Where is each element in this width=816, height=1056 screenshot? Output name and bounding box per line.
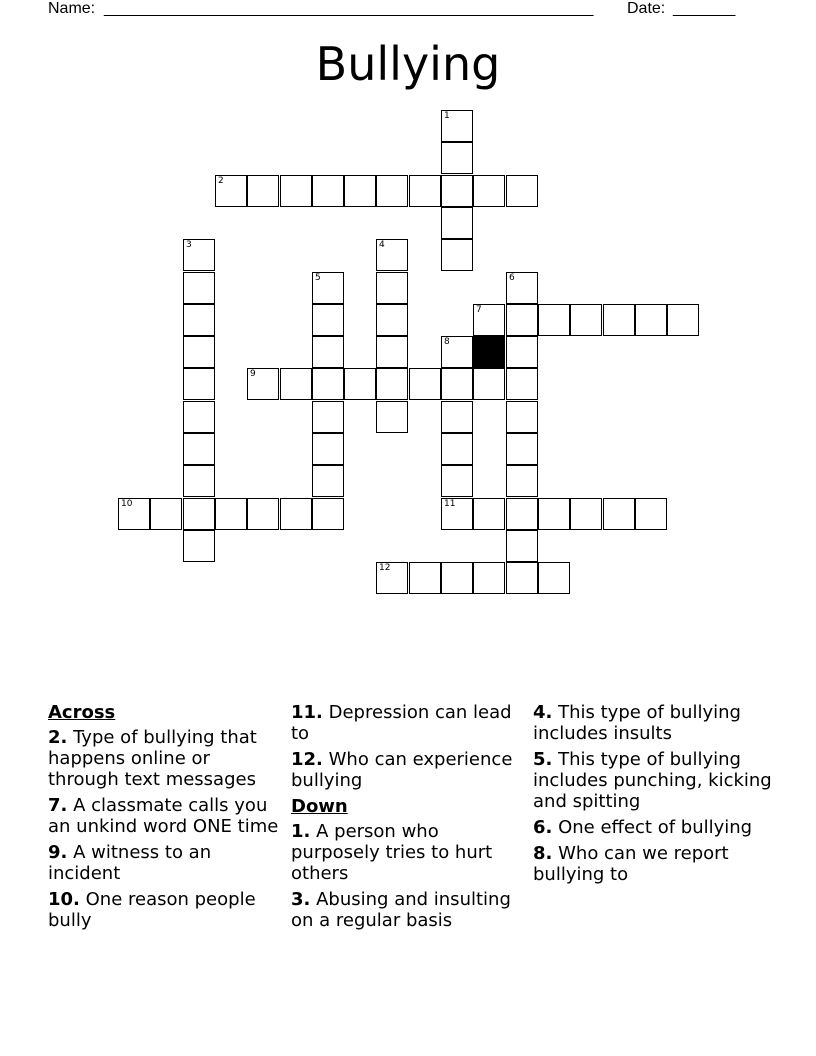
- letter-square[interactable]: [409, 562, 441, 594]
- letter-square[interactable]: [409, 175, 441, 207]
- square-number: 1: [444, 111, 450, 121]
- clue-down-3: [291, 889, 527, 931]
- letter-square[interactable]: [441, 110, 473, 142]
- letter-square[interactable]: [247, 368, 279, 400]
- clue-number: 6.: [533, 817, 553, 838]
- letter-square[interactable]: [441, 433, 473, 465]
- letter-square[interactable]: [215, 498, 247, 530]
- letter-square[interactable]: [344, 368, 376, 400]
- clue-down-1: [291, 821, 527, 884]
- letter-square[interactable]: [183, 530, 215, 562]
- letter-square[interactable]: [183, 368, 215, 400]
- square-number: 11: [444, 499, 456, 509]
- letter-square[interactable]: [667, 304, 699, 336]
- letter-square[interactable]: [506, 368, 538, 400]
- square-number: 6: [509, 273, 515, 283]
- square-number: 4: [379, 240, 385, 250]
- letter-square[interactable]: [376, 336, 408, 368]
- letter-square[interactable]: [538, 498, 570, 530]
- letter-square[interactable]: [441, 175, 473, 207]
- across-heading: Across: [48, 702, 116, 723]
- letter-square[interactable]: [506, 562, 538, 594]
- clue-across-10: [48, 889, 284, 931]
- letter-square[interactable]: [312, 465, 344, 497]
- letter-square[interactable]: [312, 175, 344, 207]
- letter-square[interactable]: [506, 401, 538, 433]
- letter-square[interactable]: [150, 498, 182, 530]
- letter-square[interactable]: [538, 562, 570, 594]
- clue-text: Abusing and insulting on a regular basis: [291, 889, 511, 931]
- letter-square[interactable]: [376, 368, 408, 400]
- letter-square[interactable]: [506, 433, 538, 465]
- square-number: 7: [476, 305, 482, 315]
- square-number: 5: [315, 273, 321, 283]
- letter-square[interactable]: [506, 530, 538, 562]
- clue-column-3: [533, 702, 773, 890]
- letter-square[interactable]: [183, 401, 215, 433]
- letter-square[interactable]: [538, 304, 570, 336]
- clue-across-2: [48, 727, 284, 790]
- name-field[interactable]: _______________________________________________________: [104, 0, 594, 17]
- clue-number: 8.: [533, 843, 553, 864]
- letter-square[interactable]: [376, 401, 408, 433]
- letter-square[interactable]: [247, 175, 279, 207]
- letter-square[interactable]: [635, 498, 667, 530]
- date-field[interactable]: _______: [673, 0, 736, 17]
- clue-down-8: [533, 843, 773, 885]
- square-number: 9: [250, 369, 256, 379]
- clue-down-6: [533, 817, 773, 838]
- clue-text: One effect of bullying: [558, 817, 753, 838]
- clue-column-2: [291, 702, 527, 936]
- letter-square[interactable]: [376, 562, 408, 594]
- letter-square[interactable]: [215, 175, 247, 207]
- letter-square[interactable]: [441, 368, 473, 400]
- blocked-square: [473, 336, 505, 368]
- letter-square[interactable]: [570, 498, 602, 530]
- letter-square[interactable]: [506, 175, 538, 207]
- square-number: 2: [218, 176, 224, 186]
- letter-square[interactable]: [312, 433, 344, 465]
- letter-square[interactable]: [376, 272, 408, 304]
- letter-square[interactable]: [603, 304, 635, 336]
- letter-square[interactable]: [441, 207, 473, 239]
- letter-square[interactable]: [247, 498, 279, 530]
- letter-square[interactable]: [344, 175, 376, 207]
- letter-square[interactable]: [441, 239, 473, 271]
- letter-square[interactable]: [118, 498, 150, 530]
- name-label: Name:: [48, 0, 96, 17]
- clue-down-5: [533, 749, 773, 812]
- page-title: Bullying: [315, 37, 501, 91]
- letter-square[interactable]: [312, 368, 344, 400]
- clue-text: This type of bullying includes punching, kicking and spitting: [533, 749, 772, 812]
- letter-square[interactable]: [473, 175, 505, 207]
- clue-number: 1.: [291, 821, 311, 842]
- letter-square[interactable]: [603, 498, 635, 530]
- letter-square[interactable]: [183, 433, 215, 465]
- square-number: 3: [186, 240, 192, 250]
- clue-number: 7.: [48, 795, 68, 816]
- letter-square[interactable]: [183, 272, 215, 304]
- letter-square[interactable]: [376, 304, 408, 336]
- clue-across-9: [48, 842, 284, 884]
- clue-number: 3.: [291, 889, 311, 910]
- letter-square[interactable]: [506, 465, 538, 497]
- square-number: 10: [121, 499, 133, 509]
- letter-square[interactable]: [183, 336, 215, 368]
- square-number: 12: [379, 563, 391, 573]
- clue-number: 5.: [533, 749, 553, 770]
- clue-number: 11.: [291, 702, 323, 723]
- clue-across-11: [291, 702, 527, 744]
- clue-across-7: [48, 795, 284, 837]
- letter-square[interactable]: [183, 239, 215, 271]
- clue-number: 10.: [48, 889, 80, 910]
- letter-square[interactable]: [312, 304, 344, 336]
- clue-text: Type of bullying that happens online or through text messages: [48, 727, 257, 790]
- letter-square[interactable]: [506, 272, 538, 304]
- letter-square[interactable]: [473, 498, 505, 530]
- letter-square[interactable]: [506, 336, 538, 368]
- clue-number: 12.: [291, 749, 323, 770]
- letter-square[interactable]: [570, 304, 602, 336]
- letter-square[interactable]: [441, 142, 473, 174]
- letter-square[interactable]: [183, 465, 215, 497]
- letter-square[interactable]: [280, 368, 312, 400]
- clue-down-4: [533, 702, 773, 744]
- square-number: 8: [444, 337, 450, 347]
- clue-number: 9.: [48, 842, 68, 863]
- letter-square[interactable]: [441, 498, 473, 530]
- clue-number: 4.: [533, 702, 553, 723]
- clue-text: Who can we report bullying to: [533, 843, 729, 885]
- letter-square[interactable]: [506, 304, 538, 336]
- letter-square[interactable]: [441, 465, 473, 497]
- letter-square[interactable]: [441, 562, 473, 594]
- clue-text: This type of bullying includes insults: [533, 702, 741, 744]
- letter-square[interactable]: [376, 175, 408, 207]
- down-heading: Down: [291, 796, 348, 817]
- letter-square[interactable]: [473, 368, 505, 400]
- clue-text: Who can experience bullying: [291, 749, 513, 791]
- letter-square[interactable]: [312, 272, 344, 304]
- letter-square[interactable]: [635, 304, 667, 336]
- letter-square[interactable]: [312, 401, 344, 433]
- clue-column-1: [48, 702, 284, 936]
- letter-square[interactable]: [312, 336, 344, 368]
- date-label: Date:: [627, 0, 666, 17]
- clue-number: 2.: [48, 727, 68, 748]
- letter-square[interactable]: [473, 304, 505, 336]
- letter-square[interactable]: [280, 498, 312, 530]
- letter-square[interactable]: [441, 401, 473, 433]
- clue-across-12: [291, 749, 527, 791]
- letter-square[interactable]: [409, 368, 441, 400]
- letter-square[interactable]: [312, 498, 344, 530]
- letter-square[interactable]: [376, 239, 408, 271]
- clue-text: A person who purposely tries to hurt others: [291, 821, 493, 884]
- letter-square[interactable]: [506, 498, 538, 530]
- clue-text: A witness to an incident: [48, 842, 212, 884]
- letter-square[interactable]: [183, 304, 215, 336]
- clue-text: A classmate calls you an unkind word ONE time: [48, 795, 279, 837]
- letter-square[interactable]: [473, 562, 505, 594]
- letter-square[interactable]: [441, 336, 473, 368]
- clue-text: Depression can lead to: [291, 702, 512, 744]
- letter-square[interactable]: [280, 175, 312, 207]
- clue-text: One reason people bully: [48, 889, 256, 931]
- letter-square[interactable]: [183, 498, 215, 530]
